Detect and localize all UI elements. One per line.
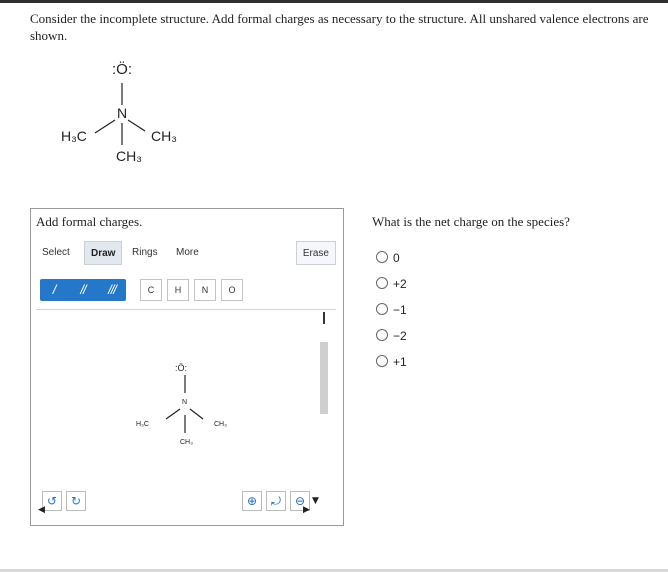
erase-button[interactable]: Erase xyxy=(296,241,336,265)
zoom-dropdown-icon[interactable]: ▼ xyxy=(312,496,319,506)
option-label[interactable]: −1 xyxy=(393,303,407,317)
single-bond-button[interactable]: / xyxy=(52,282,56,297)
bond-tools xyxy=(40,279,126,301)
scroll-indicator xyxy=(323,312,325,324)
radio-button[interactable] xyxy=(376,355,388,367)
editor-tabs xyxy=(36,241,336,265)
option-label[interactable]: −2 xyxy=(393,329,407,343)
structure-editor xyxy=(30,208,344,526)
structure-diagram xyxy=(55,55,215,180)
question-text: Consider the incomplete structure. Add formal charges as necessary to the structure. All unshared valence electrons are shown. xyxy=(30,11,649,43)
methyl-right: CH₃ xyxy=(151,128,177,144)
radio-button[interactable] xyxy=(376,277,388,289)
atom-c-button[interactable]: C xyxy=(140,279,162,301)
radio-button[interactable] xyxy=(376,251,388,263)
radio-button[interactable] xyxy=(376,329,388,341)
net-charge-question: What is the net charge on the species? xyxy=(372,214,570,229)
option-label[interactable]: +2 xyxy=(393,277,407,291)
top-divider xyxy=(0,0,668,3)
canvas-oxygen[interactable]: :Ö: xyxy=(175,363,188,373)
nitrogen-atom: N xyxy=(117,105,128,121)
tool-row xyxy=(36,273,336,310)
double-bond-button[interactable]: // xyxy=(80,282,86,297)
redo-icon[interactable]: ↻ xyxy=(66,491,86,511)
canvas-bonds xyxy=(126,357,246,467)
zoom-in-icon[interactable]: ⊕ xyxy=(242,491,262,511)
tab-rings[interactable]: Rings xyxy=(132,247,158,258)
scroll-left-icon[interactable]: ◀ xyxy=(38,505,45,515)
undo-icon[interactable]: ↺ xyxy=(42,491,62,511)
atom-o-button[interactable]: O xyxy=(221,279,243,301)
tab-select[interactable]: Select xyxy=(42,247,70,258)
scroll-thumb[interactable] xyxy=(320,342,328,414)
canvas-methyl-bottom[interactable]: CH₃ xyxy=(180,439,193,446)
canvas-structure[interactable] xyxy=(126,357,246,467)
option-label[interactable]: 0 xyxy=(393,251,400,265)
oxygen-atom: :Ö: xyxy=(112,61,133,78)
methyl-bottom: CH₃ xyxy=(116,148,142,164)
triple-bond-button[interactable]: /// xyxy=(108,282,116,297)
canvas-methyl-right[interactable]: CH₃ xyxy=(214,421,227,428)
canvas-methyl-left[interactable]: H₃C xyxy=(136,421,149,428)
vertical-scrollbar[interactable] xyxy=(320,312,328,492)
atom-n-button[interactable]: N xyxy=(194,279,216,301)
bottom-toolbar xyxy=(36,489,336,517)
methyl-left: H₃C xyxy=(61,128,87,144)
atom-h-button[interactable]: H xyxy=(167,279,189,301)
tab-more[interactable]: More xyxy=(176,247,199,258)
radio-button[interactable] xyxy=(376,303,388,315)
scroll-right-icon[interactable]: ▶ xyxy=(303,505,310,515)
option-label[interactable]: +1 xyxy=(393,355,407,369)
zoom-reset-icon[interactable]: ⤾ xyxy=(266,491,286,511)
tab-draw[interactable]: Draw xyxy=(84,241,122,265)
editor-title: Add formal charges. xyxy=(36,214,143,229)
zoom-out-icon[interactable]: ⊖ xyxy=(290,491,310,511)
canvas-nitrogen[interactable]: N xyxy=(182,399,188,406)
